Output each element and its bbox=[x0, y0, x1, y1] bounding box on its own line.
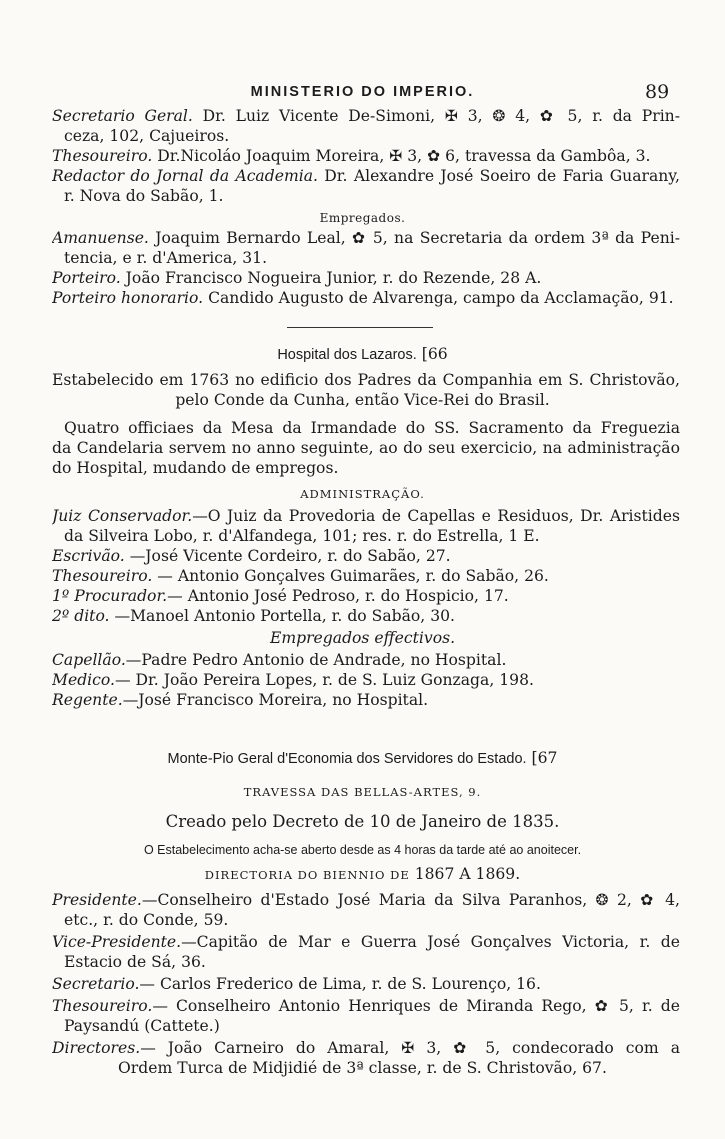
entry-dito bbox=[52, 606, 680, 626]
role-label: Regente. bbox=[52, 691, 123, 709]
paragraph-line: Quatro officiaes da Mesa da Irmandade do SS. Sacramento da Freguezia bbox=[64, 419, 680, 437]
entry-continuation: Paysandú (Cattete.) bbox=[64, 1017, 220, 1035]
entry-text: Dr.Nicoláo Joaquim Moreira, ✠ 3, ✿ 6, travessa da Gambôa, 3. bbox=[152, 147, 651, 165]
role-label: Amanuense. bbox=[52, 229, 149, 247]
entry-text: — Dr. João Pereira Lopes, r. de S. Luiz Gonzaga, 198. bbox=[114, 671, 534, 689]
subheading-administracao: ADMINISTRAÇÃO. bbox=[300, 487, 425, 501]
entry-thesoureiro bbox=[52, 146, 680, 166]
directory-prefix: DIRECTORIA DO BIENNIO DE bbox=[204, 868, 410, 882]
entry-text: Joaquim Bernardo Leal, ✿ 5, na Secretaria da ordem 3ª da Peni- bbox=[148, 229, 680, 247]
entry-text: Dr. Alexandre José Soeiro de Faria Guarany, bbox=[317, 167, 680, 185]
intro-line: pelo Conde da Cunha, então Vice-Rei do Brasil. bbox=[175, 391, 550, 409]
entry-text: Candido Augusto de Alvarenga, campo da Acclamação, 91. bbox=[203, 289, 674, 307]
role-label: Porteiro. bbox=[52, 269, 121, 287]
entry-text: — Antonio Gonçalves Guimarães, r. do Sabão, 26. bbox=[152, 567, 549, 585]
role-label: Thesoureiro. bbox=[52, 997, 153, 1015]
entry-amanuense bbox=[52, 228, 680, 248]
section-title-montepio bbox=[0, 748, 725, 769]
entry-text: — Conselheiro Antonio Henriques de Miranda Rego, ✿ 5, r. de bbox=[152, 997, 680, 1015]
entry-text: — Carlos Frederico de Lima, r. de S. Lourenço, 16. bbox=[139, 975, 541, 993]
role-label: Juiz Conservador. bbox=[52, 507, 193, 525]
subheading-empregados: Empregados. bbox=[319, 211, 406, 225]
section-title: Monte-Pio Geral d'Economia dos Servidores do Estado. bbox=[167, 751, 527, 767]
entry-text: —O Juiz da Provedoria de Capellas e Residuos, Dr. Aristides bbox=[192, 507, 680, 525]
entry-escrivao bbox=[52, 546, 680, 566]
directory-years: 1867 A 1869. bbox=[414, 865, 521, 883]
section-divider bbox=[287, 327, 433, 328]
section-title: Hospital dos Lazaros. bbox=[277, 347, 417, 363]
entry-medico bbox=[52, 670, 680, 690]
intro-line: Estabelecido em 1763 no edificio dos Padres da Companhia em S. Christovão, bbox=[52, 371, 680, 389]
opening-hours-note: O Estabelecimento acha-se aberto desde as 4 horas da tarde até ao anoitecer. bbox=[143, 843, 582, 857]
page-heading: MINISTERIO DO IMPERIO. bbox=[250, 84, 475, 100]
role-label: Escrivão. bbox=[52, 547, 125, 565]
entry-regente bbox=[52, 690, 680, 710]
entry-continuation: ceza, 102, Cajueiros. bbox=[64, 127, 230, 145]
role-label: Medico. bbox=[52, 671, 115, 689]
entry-capellao bbox=[52, 650, 680, 670]
subheading-empregados-effectivos: Empregados effectivos. bbox=[269, 629, 456, 647]
role-label: Redactor do Jornal da Academia. bbox=[52, 167, 318, 185]
entry-porteiro bbox=[52, 268, 680, 288]
entry-porteiro-honorario bbox=[52, 288, 680, 308]
role-label: Vice-Presidente. bbox=[52, 933, 182, 951]
entry-continuation: tencia, e r. d'America, 31. bbox=[64, 249, 268, 267]
role-label: Thesoureiro. bbox=[52, 147, 153, 165]
role-label: Secretario. bbox=[52, 975, 140, 993]
entry-text: —Manoel Antonio Portella, r. do Sabão, 30. bbox=[109, 607, 456, 625]
entry-continuation: Estacio de Sá, 36. bbox=[64, 953, 206, 971]
created-line: Creado pelo Decreto de 10 de Janeiro de 1835. bbox=[165, 812, 560, 831]
entry-vice-presidente bbox=[52, 932, 680, 952]
directory-heading bbox=[0, 864, 725, 885]
entry-continuation: Ordem Turca de Midjidié de 3ª classe, r. de S. Christovão, 67. bbox=[118, 1059, 607, 1077]
entry-text: —Capitão de Mar e Guerra José Gonçalves Victoria, r. de bbox=[181, 933, 680, 951]
entry-text: Dr. Luiz Vicente De-Simoni, ✠ 3, ❂ 4, ✿ 5, r. da Prin- bbox=[192, 107, 680, 125]
role-label: Capellão. bbox=[52, 651, 126, 669]
entry-redactor bbox=[52, 166, 680, 186]
entry-text: —Conselheiro d'Estado José Maria da Silva Paranhos, ❂ 2, ✿ 4, bbox=[141, 891, 680, 909]
entry-secretario bbox=[52, 974, 680, 994]
entry-text: João Francisco Nogueira Junior, r. do Rezende, 28 A. bbox=[120, 269, 542, 287]
entry-text: —José Francisco Moreira, no Hospital. bbox=[122, 691, 429, 709]
entry-text: — Antonio José Pedroso, r. do Hospicio, 17. bbox=[167, 587, 509, 605]
entry-text: —Padre Pedro Antonio de Andrade, no Hospital. bbox=[125, 651, 507, 669]
role-label: 2º dito. bbox=[52, 607, 110, 625]
entry-continuation: etc., r. do Conde, 59. bbox=[64, 911, 229, 929]
address-line: TRAVESSA DAS BELLAS-ARTES, 9. bbox=[243, 785, 482, 799]
paragraph-line: da Candelaria servem no anno seguinte, ao do seu exercicio, na administração bbox=[52, 439, 680, 457]
page-number: 89 bbox=[645, 81, 670, 103]
entry-text: —José Vicente Cordeiro, r. do Sabão, 27. bbox=[124, 547, 451, 565]
role-label: Thesoureiro. bbox=[52, 567, 153, 585]
entry-juiz bbox=[52, 506, 680, 526]
entry-thesoureiro bbox=[52, 566, 680, 586]
section-ref: [67 bbox=[531, 749, 558, 767]
role-label: Secretario Geral. bbox=[52, 107, 193, 125]
entry-presidente bbox=[52, 890, 680, 910]
role-label: 1º Procurador. bbox=[52, 587, 168, 605]
role-label: Directores. bbox=[52, 1039, 141, 1057]
entry-text: — João Carneiro do Amaral, ✠ 3, ✿ 5, condecorado com a bbox=[140, 1039, 680, 1057]
entry-continuation: r. Nova do Sabão, 1. bbox=[64, 187, 224, 205]
entry-directores bbox=[52, 1038, 680, 1058]
entry-continuation: da Silveira Lobo, r. d'Alfandega, 101; res. r. do Estrella, 1 E. bbox=[64, 527, 540, 545]
entry-secretario-geral bbox=[52, 106, 680, 126]
section-title-hospital bbox=[0, 344, 725, 365]
section-ref: [66 bbox=[421, 345, 448, 363]
role-label: Porteiro honorario. bbox=[52, 289, 204, 307]
role-label: Presidente. bbox=[52, 891, 142, 909]
entry-thesoureiro bbox=[52, 996, 680, 1016]
entry-procurador bbox=[52, 586, 680, 606]
paragraph-line: do Hospital, mudando de empregos. bbox=[52, 459, 339, 477]
